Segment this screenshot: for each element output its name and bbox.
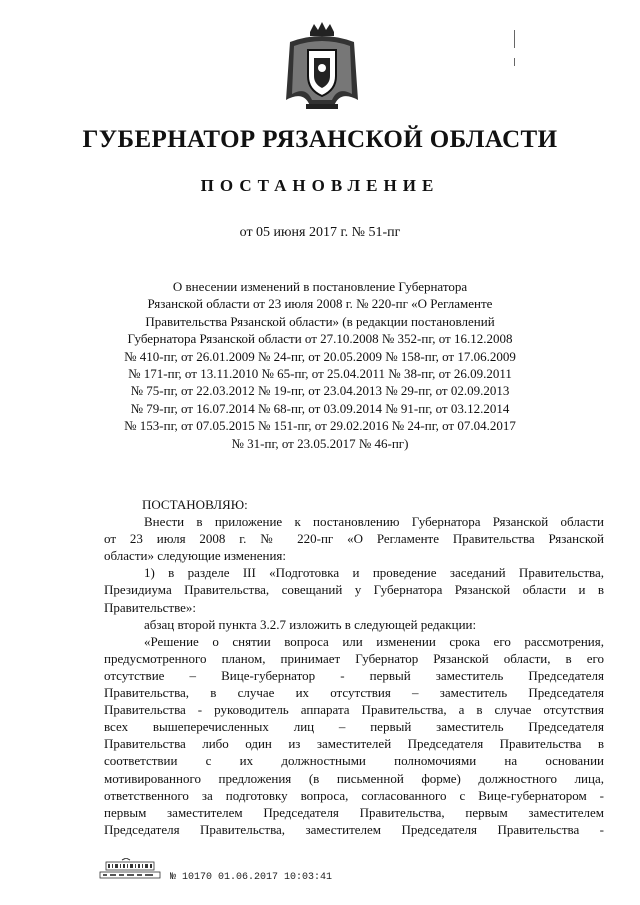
body-line: соответствии с их должностными полномочиями на основании	[104, 753, 604, 769]
subject-line: Правительства Рязанской области» (в редакции постановлений	[145, 313, 495, 329]
body-line: предусмотренного планом, принимает Губернатор Рязанской области, в его	[104, 650, 604, 666]
body-line: абзац второй пункта 3.2.7 изложить в следующей редакции:	[144, 616, 477, 632]
document-type: ПОСТАНОВЛЕНИЕ	[200, 176, 440, 195]
body-line: мотивированного предложения (в письменной форме) должностного лица,	[104, 770, 604, 786]
subject-line: № 31-пг, от 23.05.2017 № 46-пг)	[231, 435, 409, 451]
document-symbol-icon: №	[170, 872, 177, 883]
registration-number	[170, 872, 332, 883]
subject-line: Губернатора Рязанской области от 27.10.2008 № 352-пг, от 16.12.2008	[127, 331, 513, 347]
document-body	[104, 496, 604, 838]
scan-artifact	[514, 58, 515, 66]
document-subject	[110, 278, 530, 452]
body-line: от 23 июля 2008 г. № 220-пг «О Регламенте Правительства Рязанской	[104, 531, 604, 547]
barcode-stamp-icon	[98, 858, 162, 880]
body-line: «Решение о снятии вопроса или изменении срока его рассмотрения,	[144, 633, 604, 649]
body-line: Председателя Правительства, заместителем Председателя Правительства -	[104, 821, 604, 837]
body-line: Правительстве»:	[104, 599, 197, 615]
subject-line: № 79-пг, от 16.07.2014 № 68-пг, от 03.09.2014 № 91-пг, от 03.12.2014	[130, 400, 510, 416]
body-line: ответственного за подготовку вопроса, согласованного с Вице-губернатором -	[104, 787, 604, 803]
registration-value: 10170 01.06.2017 10:03:41	[182, 872, 333, 883]
body-line: Президиума Правительства, совещаний у Губернатора Рязанской области и в	[104, 582, 604, 598]
scan-artifact	[514, 30, 515, 48]
authority-title: ГУБЕРНАТОР РЯЗАНСКОЙ ОБЛАСТИ	[82, 126, 558, 153]
body-line: первым заместителем Председателя Правительства, первым заместителем	[104, 804, 604, 820]
body-line: всех вышеперечисленных лиц – первый заместитель Председателя	[104, 719, 604, 735]
body-line: Правительства либо один из заместителей Председателя Правительства в	[104, 736, 604, 752]
subject-line: Рязанской области от 23 июля 2008 г. № 220-пг «О Регламенте	[147, 296, 493, 312]
body-line: Внести в приложение к постановлению Губернатора Рязанской области	[144, 514, 604, 530]
subject-line: № 75-пг, от 22.03.2012 № 19-пг, от 23.04.2013 № 29-пг, от 02.09.2013	[130, 383, 510, 399]
body-line: Правительства, в случае их отсутствия – заместитель Председателя	[104, 685, 604, 701]
subject-line: № 171-пг, от 13.11.2010 № 65-пг, от 25.04.2011 № 38-пг, от 26.09.2011	[128, 366, 512, 382]
subject-line: № 410-пг, от 26.01.2009 № 24-пг, от 20.05.2009 № 158-пг, от 17.06.2009	[124, 348, 516, 364]
body-line: 1) в разделе III «Подготовка и проведение заседаний Правительства,	[144, 565, 604, 581]
coat-of-arms-icon	[280, 20, 364, 112]
body-line: Правительства - руководитель аппарата Правительства, а в случае отсутствия	[104, 702, 604, 718]
subject-line: № 153-пг, от 07.05.2015 № 151-пг, от 29.02.2016 № 24-пг, от 07.04.2017	[124, 418, 516, 434]
decree-heading: ПОСТАНОВЛЯЮ:	[142, 497, 248, 512]
document-date-number: от 05 июня 2017 г. № 51-пг	[239, 225, 401, 240]
body-line: отсутствие – Вице-губернатор - первый заместитель Председателя	[104, 667, 604, 683]
subject-line: О внесении изменений в постановление Губернатора	[172, 279, 468, 294]
body-line: области» следующие изменения:	[104, 548, 287, 564]
